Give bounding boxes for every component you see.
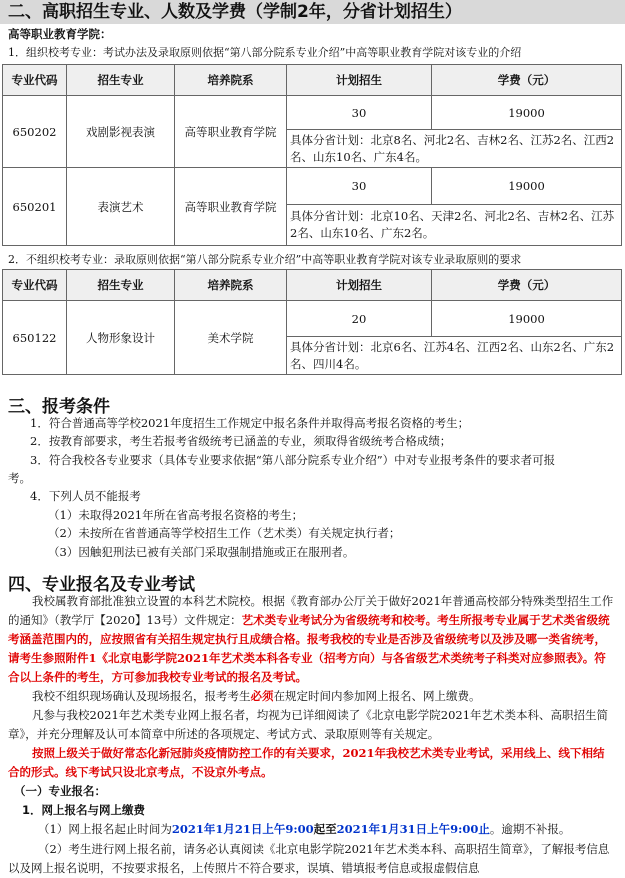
major-code: 650202 bbox=[3, 96, 67, 168]
condition-4-3: （3）因触犯刑法已被有关部门采取强制措施或正在服刑者。 bbox=[48, 545, 355, 559]
condition-1: 1．符合普通高等学校2021年度招生工作规定中报名条件并取得高考报名资格的考生； bbox=[30, 416, 470, 430]
major-name: 表演艺术 bbox=[67, 168, 175, 246]
header-major: 招生专业 bbox=[67, 65, 175, 96]
tuition-fee: 19000 bbox=[432, 96, 622, 130]
tuition-fee: 19000 bbox=[432, 301, 622, 337]
condition-4-2: （2）未按所在省普通高等学校招生工作（艺术类）有关规定执行者； bbox=[48, 526, 401, 540]
major-dept: 高等职业教育学院 bbox=[175, 168, 287, 246]
major-name: 人物形象设计 bbox=[67, 301, 175, 375]
table-header-row bbox=[3, 270, 622, 301]
condition-2: 2．按教育部要求，考生若报考省级统考已涵盖的专业，须取得省级统考合格成绩； bbox=[30, 434, 452, 448]
registration-period bbox=[38, 821, 570, 837]
province-plan: 具体分省计划：北京6名、江苏4名、江西2名、山东2名、广东2名、四川4名。 bbox=[287, 337, 622, 375]
major-dept: 高等职业教育学院 bbox=[175, 96, 287, 168]
tuition-fee: 19000 bbox=[432, 168, 622, 205]
table-row bbox=[3, 96, 622, 130]
plan-count: 20 bbox=[287, 301, 432, 337]
province-plan: 具体分省计划：北京8名、河北2名、吉林2名、江苏2名、江西2名、山东10名、广东4名。 bbox=[287, 130, 622, 168]
plan-count: 30 bbox=[287, 168, 432, 205]
paragraph-2-must: 必须 bbox=[250, 689, 274, 703]
registration-period-a: （1）网上报名起止时间为 bbox=[38, 822, 172, 836]
registration-note: （2）考生进行网上报名前，请务必认真阅读《北京电影学院2021年艺术类本科、高职招生简章》，了解报考信息以及网上报名说明，不按要求报名，上传照片不符合要求，误填、错填报考信息或报虚假信息 bbox=[8, 842, 610, 875]
section-4-title: 四、专业报名及专业考试 bbox=[8, 575, 195, 595]
header-fee: 学费（元） bbox=[432, 65, 622, 96]
header-dept: 培养院系 bbox=[175, 65, 287, 96]
major-code: 650201 bbox=[3, 168, 67, 246]
enrollment-table-1 bbox=[2, 64, 622, 246]
plan-count: 30 bbox=[287, 96, 432, 130]
paragraph-3: 凡参与我校2021年艺术类专业网上报名者，均视为已详细阅读了《北京电影学院2021年艺术类本科、高职招生简章》，并充分理解及认可本简章中所述的各项规定、考试方式、录取原则等有关规定。 bbox=[8, 708, 609, 741]
table-row bbox=[3, 168, 622, 205]
enrollment-table-2 bbox=[2, 269, 622, 375]
major-name: 戏剧影视表演 bbox=[67, 96, 175, 168]
paragraph-1 bbox=[8, 592, 614, 687]
paragraph-2 bbox=[8, 687, 614, 706]
paragraph-4: 按照上级关于做好常态化新冠肺炎疫情防控工作的有关要求，2021年我校艺术类专业考试，采用线上、线下相结合的形式。线下考试只设北京考点，不设京外考点。 bbox=[8, 746, 605, 779]
registration-period-e: 。逾期不补报。 bbox=[489, 822, 571, 836]
header-code: 专业代码 bbox=[3, 270, 67, 301]
note-1: 1．组织校考专业：考试办法及录取原则依据“第八部分院系专业介绍”中高等职业教育学院对该专业的介绍 bbox=[8, 46, 522, 59]
paragraph-2-a: 我校不组织现场确认及现场报名，报考考生 bbox=[32, 689, 251, 703]
condition-4-1: （1）未取得2021年所在省高考报名资格的考生； bbox=[48, 508, 304, 522]
condition-3: 3．符合我校各专业要求（具体专业要求依据“第八部分院系专业介绍”）中对专业报考条件的要求者可报 bbox=[30, 453, 556, 467]
header-plan: 计划招生 bbox=[287, 65, 432, 96]
header-fee: 学费（元） bbox=[432, 270, 622, 301]
registration-period-to: 起至 bbox=[313, 822, 337, 836]
table-header-row bbox=[3, 65, 622, 96]
note-2: 2．不组织校考专业：录取原则依据“第八部分院系专业介绍”中高等职业教育学院对该专业录取原则的要求 bbox=[8, 253, 522, 266]
header-plan: 计划招生 bbox=[287, 270, 432, 301]
header-dept: 培养院系 bbox=[175, 270, 287, 301]
condition-3-cont: 考。 bbox=[8, 471, 31, 485]
subheading-registration: （一）专业报名： bbox=[14, 784, 106, 798]
college-label: 高等职业教育学院： bbox=[8, 27, 112, 41]
major-dept: 美术学院 bbox=[175, 301, 287, 375]
header-code: 专业代码 bbox=[3, 65, 67, 96]
subheading-online: 1．网上报名与网上缴费 bbox=[22, 803, 146, 817]
paragraph-1-normal: 我校属教育部批准独立设置的本科艺术院校。根据《教育部办公厅关于做好2021年普通高校部分特殊类型招生工作的通知》（教学厅【2020】13号）文件规定： bbox=[8, 594, 614, 627]
section-2-title: 二、高职招生专业、人数及学费（学制2年，分省计划招生） bbox=[0, 0, 625, 24]
header-major: 招生专业 bbox=[67, 270, 175, 301]
condition-4: 4．下列人员不能报考 bbox=[30, 489, 141, 503]
start-time: 2021年1月21日上午9:00 bbox=[171, 822, 314, 836]
table-row bbox=[3, 301, 622, 337]
section-3-title: 三、报考条件 bbox=[8, 397, 110, 417]
paragraph-2-c: 在规定时间内参加网上报名、网上缴费。 bbox=[273, 689, 481, 703]
province-plan: 具体分省计划：北京10名、天津2名、河北2名、吉林2名、江苏2名、山东10名、广东2名。 bbox=[287, 205, 622, 246]
paragraph-1-emphasis: 艺术类专业考试分为省级统考和校考。考生所报考专业属于艺术类省级统考涵盖范围内的，应按照省有关招生规定执行且成绩合格。报考我校的专业是否涉及省级统考以及涉及哪一类省统考，请考生参照附件1《北京电影学院2021年艺术类本科各专业（招考方向）与各省级艺术类统考子科类对应参照表》。符合以上条件的考生，方可参加我校专业考试的报名及考试。 bbox=[8, 613, 610, 684]
major-code: 650122 bbox=[3, 301, 67, 375]
end-time: 2021年1月31日上午9:00止 bbox=[336, 822, 490, 836]
